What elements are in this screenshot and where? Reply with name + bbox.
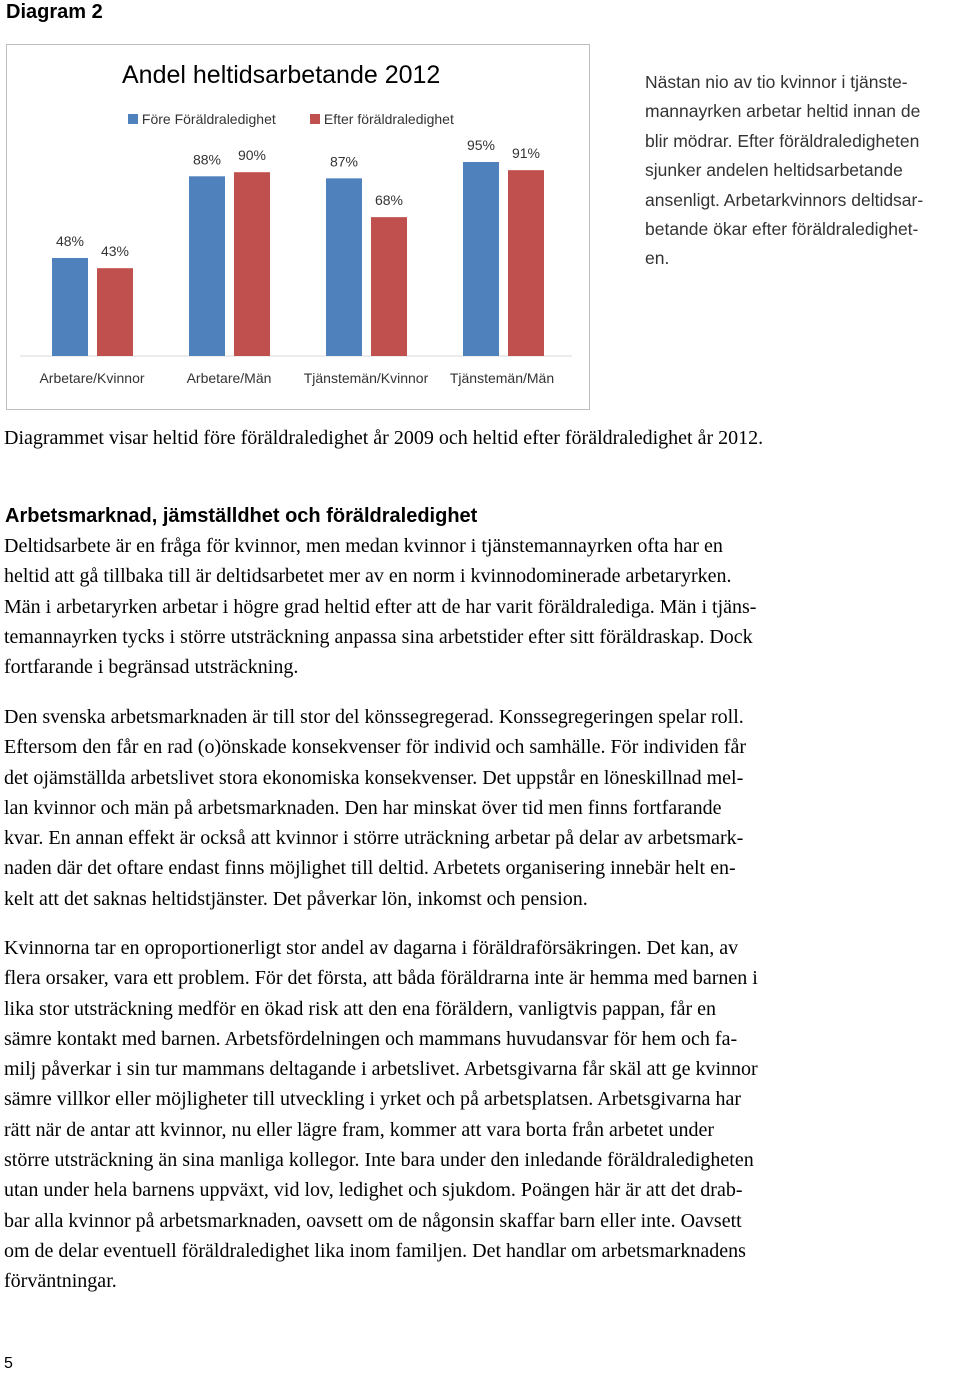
paragraph-line: heltid att gå tillbaka till är deltidsarbetet mer av en norm i kvinnodominerade arbetaryrken. xyxy=(4,565,732,588)
chart-side-text xyxy=(645,68,957,274)
paragraph-line: Deltidsarbete är en fråga för kvinnor, men medan kvinnor i tjänstemannayrken ofta har en xyxy=(4,535,723,557)
paragraph-line: Män i arbetaryrken arbetar i högre grad heltid efter att de har varit föräldralediga. Män i tjäns- xyxy=(4,595,757,618)
category-label: Arbetare/Kvinnor xyxy=(39,370,145,386)
side-text-line: ansenligt. Arbetarkvinnors deltidsar- xyxy=(645,189,924,210)
data-label: 43% xyxy=(100,243,130,260)
paragraph-line: flera orsaker, vara ett problem. För det första, att båda föräldrarna inte är hemma med barnen i xyxy=(4,967,758,990)
category-label: Tjänstemän/Män xyxy=(449,370,555,386)
side-text-line: mannayrken arbetar heltid innan de xyxy=(645,101,921,122)
data-label: 88% xyxy=(192,151,222,168)
bar-after xyxy=(97,268,133,356)
paragraph-line: det ojämställda arbetslivet stora ekonomiska konsekvenser. Det uppstår en löneskillnad mel- xyxy=(4,766,744,789)
side-text-line: sjunker andelen heltidsarbetande xyxy=(645,160,903,181)
paragraph-3 xyxy=(4,933,954,1297)
paragraph-line: förväntningar. xyxy=(4,1270,117,1293)
bar-before xyxy=(326,178,362,356)
paragraph-line: naden där det oftare endast finns möjlighet till deltid. Arbetets organisering innebär helt en- xyxy=(4,857,736,880)
paragraph-line: utan under hela barnens uppväxt, vid lov, ledighet och sjukdom. Poängen här är att det drab- xyxy=(4,1179,743,1202)
paragraph-line: lika stor utsträckning medför en ökad risk att den ena föräldern, vanligtvis pappan, får en xyxy=(4,997,716,1020)
paragraph-line: rätt när de antar att kvinnor, nu eller lägre fram, kommer att vara borta från arbetet under xyxy=(4,1118,714,1141)
diagram-label: Diagram 2 xyxy=(6,1,103,23)
paragraph-line: milj påverkar i sin tur mammans deltagande i arbetslivet. Arbetsgivarna får skäl att ge kvinnor xyxy=(4,1058,758,1081)
page-number: 5 xyxy=(4,1355,13,1372)
bar-before xyxy=(189,176,225,356)
paragraph-line: om de delar eventuell föräldraledighet lika inom familjen. Det handlar om arbetsmarknadens xyxy=(4,1239,746,1262)
side-text-line: blir mödrar. Efter föräldraledigheten xyxy=(645,130,920,151)
data-label: 90% xyxy=(237,147,267,164)
paragraph-line: kelt att det saknas heltidstjänster. Det påverkar lön, inkomst och pension. xyxy=(4,887,588,910)
paragraph-line: sämre villkor eller möjligheter till utveckling i yrket och på arbetsplatsen. Arbetsgivarna har xyxy=(4,1088,741,1111)
bar-chart xyxy=(0,0,600,410)
paragraph-1 xyxy=(4,531,954,682)
paragraph-line: lan kvinnor och män på arbetsmarknaden. Den har minskat över tid men finns fortfarande xyxy=(4,796,722,819)
paragraph-line: fortfarande i begränsad utsträckning. xyxy=(4,656,299,679)
data-label: 91% xyxy=(511,145,541,162)
paragraph-line: temannayrken tycks i större utsträckning anpassa sina arbetstider efter sitt föräldraskap. Dock xyxy=(4,625,753,648)
chart-title: Andel heltidsarbetande 2012 xyxy=(122,61,441,89)
category-label: Tjänstemän/Kvinnor xyxy=(303,370,429,386)
side-text-line: en. xyxy=(645,248,670,269)
paragraph-line: större utsträckning än sina manliga kollegor. Inte bara under den inledande föräldraledigheten xyxy=(4,1149,754,1172)
paragraph-line: kvar. En annan effekt är också att kvinnor i större uträckning arbetar på delar av arbetsmark- xyxy=(4,827,744,850)
side-text-line: betande ökar efter föräldraledighet- xyxy=(645,219,919,240)
side-text-line: Nästan nio av tio kvinnor i tjänste- xyxy=(645,72,908,92)
paragraph-line: Kvinnorna tar en oproportionerligt stor andel av dagarna i föräldraförsäkringen. Det kan, av xyxy=(4,937,739,959)
section-heading: Arbetsmarknad, jämställdhet och föräldraledighet xyxy=(5,505,478,527)
bar-before xyxy=(463,162,499,356)
data-label: 95% xyxy=(466,137,496,153)
legend-label-before: Före Föräldraledighet xyxy=(141,111,276,127)
data-label: 87% xyxy=(329,153,359,170)
paragraph-line: Eftersom den får en rad (o)önskade konsekvenser för individ och samhälle. För individen får xyxy=(4,736,746,759)
bar-after xyxy=(508,170,544,356)
bar-after xyxy=(371,217,407,356)
paragraph-line: sämre kontakt med barnen. Arbetsfördelningen och mammans huvudansvar för hem och fa- xyxy=(4,1027,738,1050)
paragraph-line: Den svenska arbetsmarknaden är till stor del könssegregerad. Konssegregeringen spelar roll. xyxy=(4,706,744,728)
data-label: 48% xyxy=(55,232,85,249)
bar-after xyxy=(234,172,270,356)
chart-caption: Diagrammet visar heltid före föräldraledighet år 2009 och heltid efter föräldraledighet år 2012. xyxy=(4,427,764,449)
category-label: Arbetare/Män xyxy=(186,370,272,386)
legend-label-after: Efter föräldraledighet xyxy=(323,111,454,127)
data-label: 68% xyxy=(374,192,404,209)
paragraph-line: bar alla kvinnor på arbetsmarknaden, oavsett om de någonsin skaffar barn eller inte. Oavsett xyxy=(4,1209,742,1232)
paragraph-2 xyxy=(4,702,954,914)
bar-before xyxy=(52,258,88,356)
